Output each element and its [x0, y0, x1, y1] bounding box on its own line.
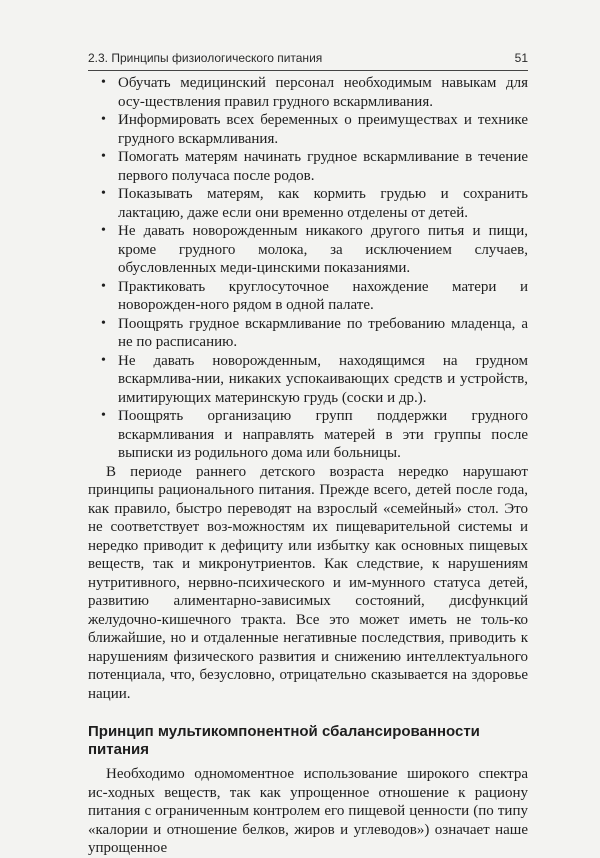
list-item — [88, 111, 528, 148]
list-item — [88, 185, 528, 222]
bullet-icon: • — [101, 352, 106, 368]
list-item-text: Не давать новорожденным, находящимся на грудном вскармлива-нии, никаких успокаивающих средств и устройств, имитирующих материнскую грудь (соски и др.). — [118, 352, 528, 406]
bullet-icon: • — [101, 186, 106, 201]
recommendations-list — [88, 74, 528, 463]
list-item-text: Практиковать круглосуточное нахождение матери и новорожден-ного рядом в одной палате. — [118, 278, 528, 313]
list-item — [88, 74, 528, 111]
bullet-icon: • — [101, 75, 106, 90]
list-item-text: Показывать матерям, как кормить грудью и сохранить лактацию, даже если они временно отделены от детей. — [118, 186, 528, 221]
list-item — [88, 278, 528, 315]
list-item — [88, 352, 528, 408]
bullet-icon: • — [101, 112, 106, 127]
bullet-icon: • — [101, 408, 106, 423]
bullet-icon: • — [101, 315, 106, 331]
list-item-text: Поощрять грудное вскармливание по требованию младенца, а не по расписанию. — [118, 315, 528, 350]
page-body — [88, 74, 528, 858]
list-item — [88, 315, 528, 352]
list-item-text: Помогать матерям начинать грудное вскармливание в течение первого получаса после родов. — [118, 149, 528, 184]
page-number: 51 — [514, 51, 528, 65]
list-item-text: Информировать всех беременных о преимуществах и технике грудного вскармливания. — [118, 112, 528, 147]
list-item-text: Поощрять организацию групп поддержки грудного вскармливания и направлять матерей в эти группы после выписки из родильного дома или больницы. — [118, 408, 528, 461]
body-paragraph: В периоде раннего детского возраста нередко нарушают принципы рационального питания. Прежде всего, детей после года, как правило, быстро переводят на взрослый «семейный» стол. Это не соответствует воз-можностям их пищеварительной системы и нередко приводит к дефициту или избытку как основных пищевых веществ, так и микронутриентов. Как следствие, к нарушениям нутритивного, нервно-психического и им-мунного статуса детей, развитию алиментарно-зависимых состояний, дисфункций желудочно-кишечного тракта. Все это может иметь не толь-ко ближайшие, но и отдаленные негативные последствия, приводить к нарушениям физического развития и снижению интеллектуального потенциала, что, безусловно, отрицательно сказывается на здоровье нации. — [88, 463, 528, 702]
body-paragraph: Необходимо одномоментное использование широкого спектра ис-ходных веществ, так как упрощенное отношение к рациону питания с ограниченным контролем его пищевой ценности (по типу «калории и отношение белков, жиров и углеводов») означает наше упрощенное — [88, 766, 528, 856]
list-item — [88, 407, 528, 463]
list-item — [88, 222, 528, 278]
header-divider — [88, 70, 528, 71]
section-title: 2.3. Принципы физиологического питания — [88, 51, 323, 65]
list-item-text: Обучать медицинский персонал необходимым навыкам для осу-ществления правил грудного вскармливания. — [118, 75, 528, 110]
list-item — [88, 148, 528, 185]
list-item-text: Не давать новорожденным никакого другого питья и пищи, кроме грудного молока, за исключением случаев, обусловленных меди-цинскими показаниями. — [118, 223, 528, 276]
section-heading: Принцип мультикомпонентной сбалансированности питания — [88, 723, 480, 758]
running-head — [88, 51, 528, 65]
bullet-icon: • — [101, 278, 106, 294]
bullet-icon: • — [101, 223, 106, 238]
bullet-icon: • — [101, 149, 106, 164]
